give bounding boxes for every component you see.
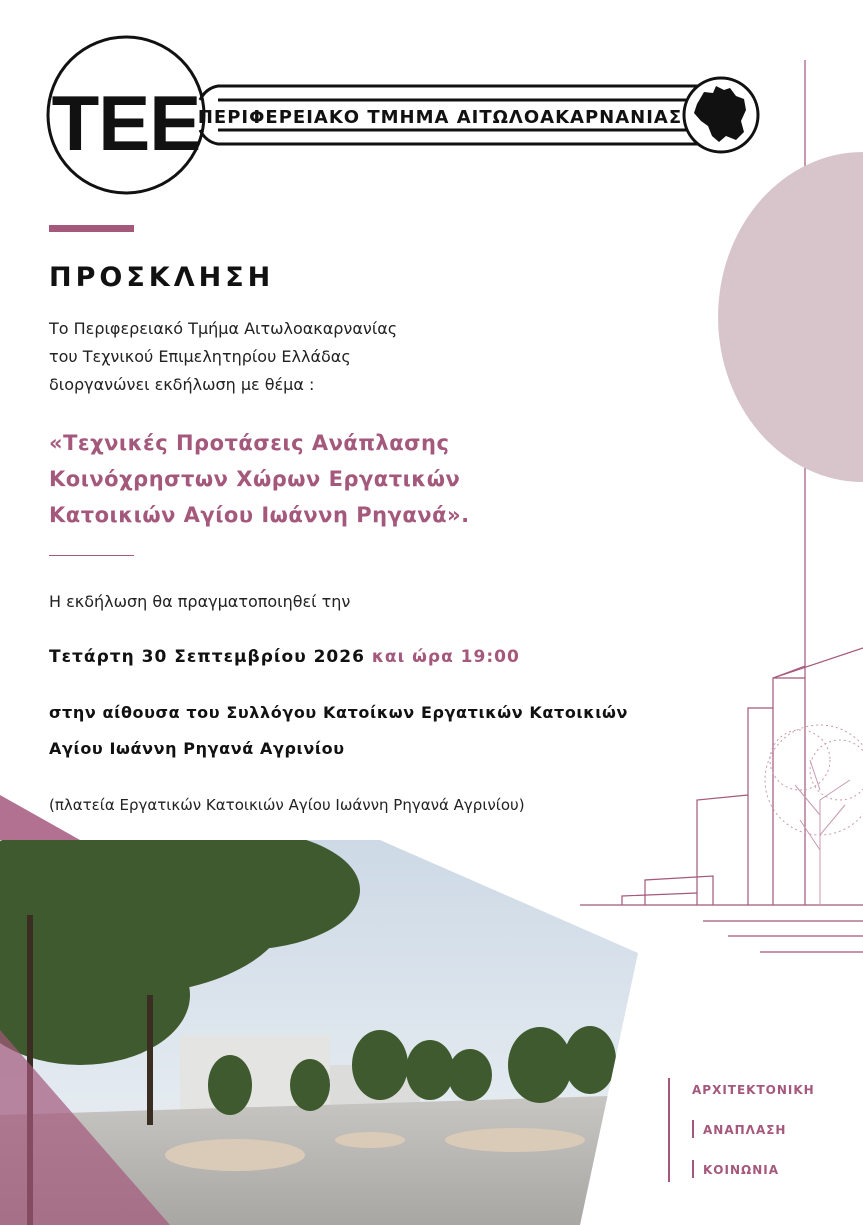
tag-regeneration: ΑΝΑΠΛΑΣΗ bbox=[703, 1123, 787, 1137]
intro-text bbox=[49, 315, 397, 399]
event-title-line: Κατοικιών Αγίου Ιωάννη Ρηγανά». bbox=[49, 503, 470, 527]
decor-half-circle bbox=[718, 152, 863, 482]
park-rendering-image bbox=[0, 795, 640, 1225]
event-title bbox=[49, 425, 470, 533]
intro-line: Το Περιφερειακό Τμήμα Αιτωλοακαρνανίας bbox=[49, 319, 398, 338]
event-date: Τετάρτη 30 Σεπτεμβρίου 2026 bbox=[49, 647, 365, 667]
venue-line-1: στην αίθουσα του Συλλόγου Κατοίκων Εργατικών Κατοικιών bbox=[49, 703, 629, 722]
will-take-place-text: Η εκδήλωση θα πραγματοποιηθεί την bbox=[49, 592, 351, 611]
accent-bar bbox=[49, 225, 134, 232]
venue-line-3: (πλατεία Εργατικών Κατοικιών Αγίου Ιωάννη Ρηγανά Αγρινίου) bbox=[49, 796, 525, 814]
tag-society: ΚΟΙΝΩΝΙΑ bbox=[703, 1163, 780, 1177]
divider bbox=[49, 555, 134, 556]
intro-line: του Τεχνικού Επιμελητηρίου Ελλάδας bbox=[49, 347, 351, 366]
tag-bar bbox=[692, 1120, 694, 1138]
tags-divider bbox=[668, 1078, 670, 1182]
event-datetime bbox=[49, 647, 520, 667]
event-title-line: Κοινόχρηστων Χώρων Εργατικών bbox=[49, 467, 461, 491]
logo-text: TEE bbox=[51, 79, 201, 167]
org-name: ΠΕΡΙΦΕΡΕΙΑΚΟ ΤΜΗΜΑ ΑΙΤΩΛΟΑΚΑΡΝΑΝΙΑΣ bbox=[197, 107, 683, 128]
page-title: ΠΡΟΣΚΛΗΣΗ bbox=[49, 262, 275, 293]
intro-line: διοργανώνει εκδήλωση με θέμα : bbox=[49, 375, 315, 394]
event-title-line: «Τεχνικές Προτάσεις Ανάπλασης bbox=[49, 431, 450, 455]
tree-line-art bbox=[765, 725, 863, 905]
tag-bar bbox=[692, 1160, 694, 1178]
event-time: και ώρα 19:00 bbox=[371, 647, 520, 667]
venue-line-2: Αγίου Ιωάννη Ρηγανά Αγρινίου bbox=[49, 739, 345, 758]
tag-architecture: ΑΡΧΙΤΕΚΤΟΝΙΚΗ bbox=[692, 1083, 815, 1097]
